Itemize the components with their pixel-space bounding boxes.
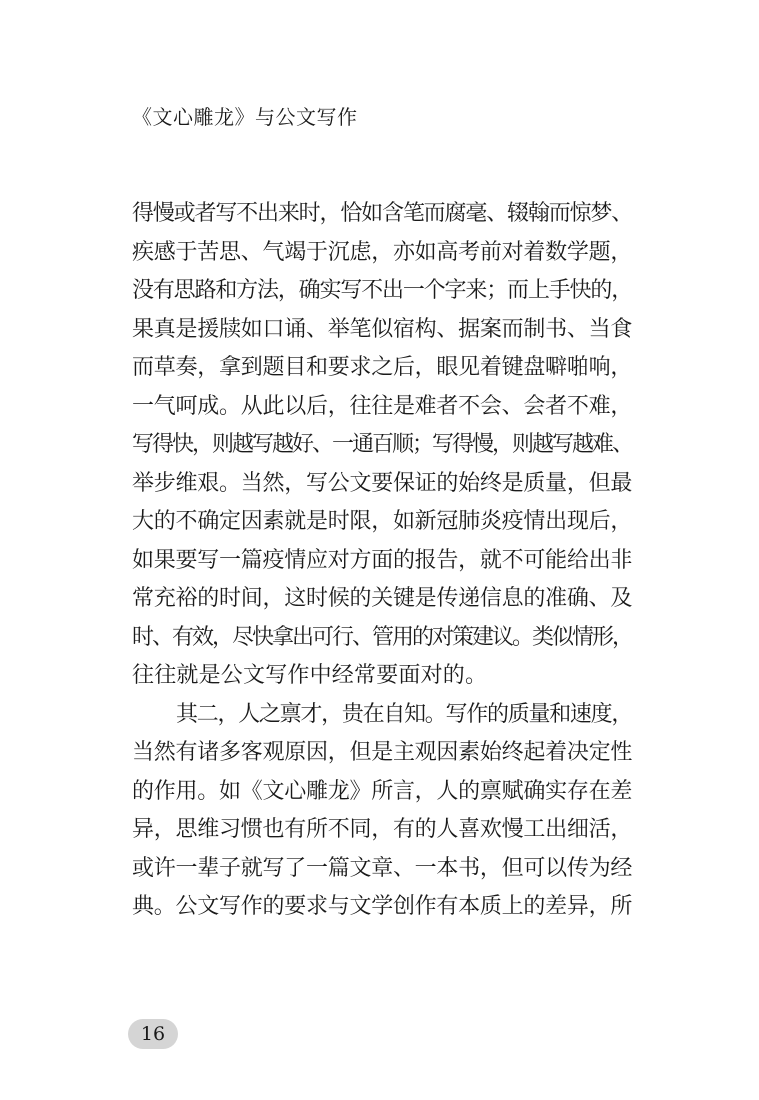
text-line: 的作用。如《文心雕龙》所言，人的禀赋确实存在差 xyxy=(132,778,632,804)
paragraph xyxy=(132,195,632,696)
text-line: 其二，人之禀才，贵在自知。写作的质量和速度， xyxy=(176,701,632,727)
text-line: 举步维艰。当然，写公文要保证的始终是质量，但最 xyxy=(132,470,632,496)
text-line: 典。公文写作的要求与文学创作有本质上的差异，所 xyxy=(132,894,632,919)
text-line: 写得快，则越写越好、一通百顺；写得慢，则越写越难、 xyxy=(132,432,633,457)
body-text xyxy=(132,195,632,927)
text-line: 如果要写一篇疫情应对方面的报告，就不可能给出非 xyxy=(132,547,632,573)
text-line: 往往就是公文写作中经常要面对的。 xyxy=(132,663,488,688)
text-line: 当然有诸多客观原因，但是主观因素始终起着决定性 xyxy=(132,740,632,765)
text-line: 或许一辈子就写了一篇文章、一本书，但可以传为经 xyxy=(132,855,632,881)
paragraph xyxy=(132,696,632,927)
text-line: 果真是援牍如口诵、举笔似宿构、据案而制书、当食 xyxy=(132,316,632,342)
page-number: 16 xyxy=(128,1019,178,1049)
text-line: 大的不确定因素就是时限，如新冠肺炎疫情出现后， xyxy=(132,509,632,534)
text-line: 得慢或者写不出来时，恰如含笔而腐毫、辍翰而惊梦、 xyxy=(132,201,632,226)
running-head: 《文心雕龙》与公文写作 xyxy=(132,105,358,129)
text-line: 异，思维习惯也有所不同，有的人喜欢慢工出细活， xyxy=(132,817,632,842)
text-line: 没有思路和方法，确实写不出一个字来；而上手快的， xyxy=(132,278,632,303)
text-line: 时、有效，尽快拿出可行、管用的对策建议。类似情形， xyxy=(132,624,633,650)
text-line: 一气呵成。从此以后，往往是难者不会、会者不难， xyxy=(132,393,632,419)
text-line: 常充裕的时间，这时候的关键是传递信息的准确、及 xyxy=(132,586,632,611)
text-line: 而草奏，拿到题目和要求之后，眼见着键盘噼啪响， xyxy=(132,355,632,380)
text-line: 疾感于苦思、气竭于沉虑，亦如高考前对着数学题， xyxy=(132,239,632,265)
